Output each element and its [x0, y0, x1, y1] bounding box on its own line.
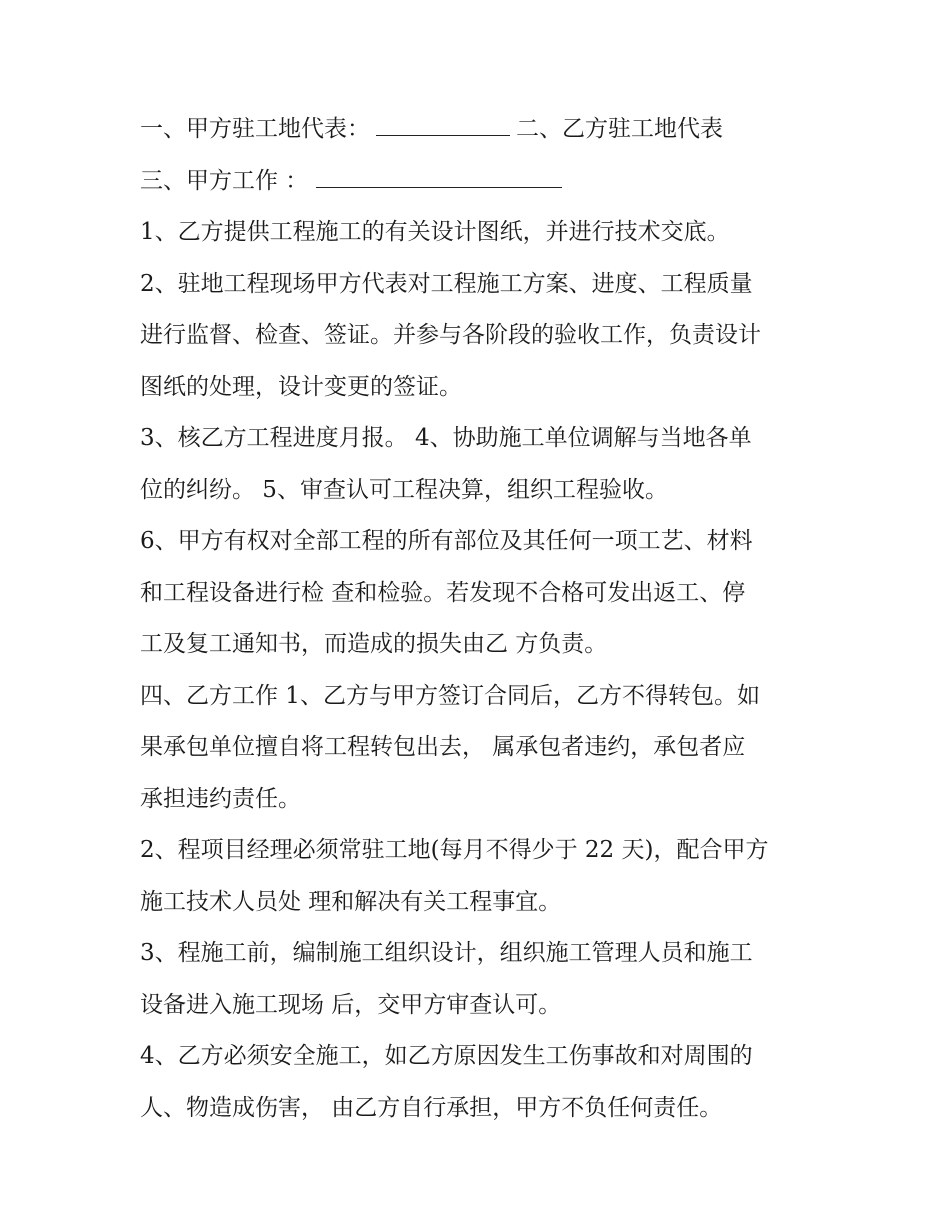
text-line: 3、程施工前，编制施工组织设计，组织施工管理人员和施工: [140, 940, 753, 966]
text-line: 1、乙方提供工程施工的有关设计图纸，并进行技术交底。: [140, 219, 730, 245]
text-line: 和工程设备进行检 查和检验。若发现不合格可发出返工、停: [140, 579, 746, 606]
text-line: 6、甲方有权对全部工程的所有部位及其任何一项工艺、材料: [140, 528, 753, 554]
representative-line: [140, 104, 830, 156]
text-line: 施工技术人员处 理和解决有关工程事宜。: [140, 888, 562, 915]
text-line: 人、物造成伤害， 由乙方自行承担，甲方不负任何责任。: [140, 1094, 723, 1121]
party-a-representative-label: 一、甲方驻工地代表：: [140, 116, 370, 142]
text-line: 进行监督、检查、签证。并参与各阶段的验收工作，负责设计: [140, 322, 761, 348]
text-line: 位的纠纷。 5、审查认可工程决算，组织工程验收。: [140, 476, 668, 503]
text-line: 四、乙方工作 1、乙方与甲方签订合同后，乙方不得转包。如: [140, 682, 760, 709]
party-a-work-line: [140, 156, 830, 208]
text-line: 3、核乙方工程进度月报。 4、协助施工单位调解与当地各单: [140, 425, 752, 451]
party-a-work-blank: [316, 163, 562, 188]
text-line: 设备进入施工现场 后，交甲方审查认可。: [140, 991, 562, 1018]
text-line: 承担违约责任。: [140, 785, 301, 812]
text-line: 2、驻地工程现场甲方代表对工程施工方案、进度、工程质量: [140, 270, 753, 297]
text-line: 4、乙方必须安全施工，如乙方原因发生工伤事故和对周围的: [140, 1043, 753, 1069]
text-line: 2、程项目经理必须常驻工地(每月不得少于 22 天)，配合甲方: [140, 837, 769, 863]
party-a-representative-blank: [376, 111, 510, 136]
text-line: 果承包单位擅自将工程转包出去， 属承包者违约，承包者应: [140, 734, 746, 760]
text-line: 工及复工通知书，而造成的损失由乙 方负责。: [140, 631, 608, 657]
party-a-work-label: 三、甲方工作 ：: [140, 167, 309, 194]
document-body: [140, 104, 830, 1134]
party-b-representative-label: 二、乙方驻工地代表: [516, 116, 723, 142]
text-line: 图纸的处理，设计变更的签证。: [140, 373, 462, 400]
